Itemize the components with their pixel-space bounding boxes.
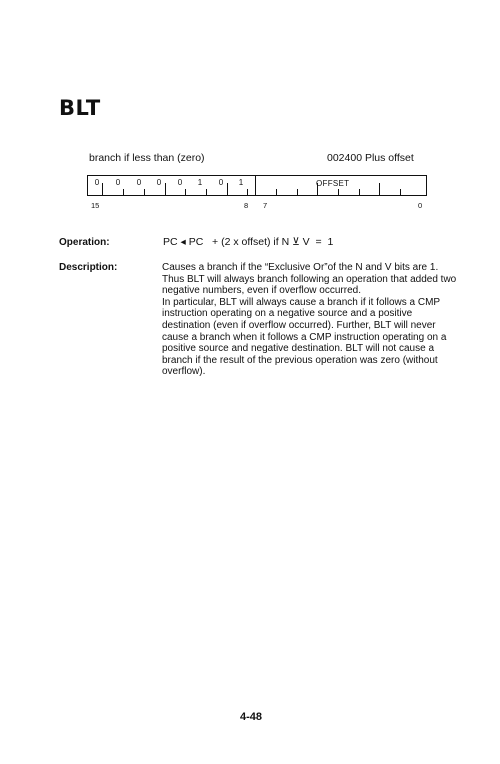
instruction-bit-layout xyxy=(87,175,427,196)
description-body xyxy=(162,262,457,378)
description-paragraph: In particular, BLT will always cause a branch if it follows a CMP instruction operating on a negative source and a positive destination (even if overflow occurred). Further, BLT will never cause a branch when it follows a CMP instruction operating on a positive source and negative destination. BLT will not cause a branch if the result of the previous operation was zero (without overflow). xyxy=(162,296,447,378)
bit-8: 1 xyxy=(238,178,244,187)
description-label: Description: xyxy=(59,262,118,273)
bit-tick xyxy=(276,189,277,195)
bit-13: 0 xyxy=(136,178,142,187)
bit-tick xyxy=(379,183,380,195)
bit-tick xyxy=(206,189,207,195)
description-paragraph: Causes a branch if the “Exclusive Or”of the N and V bits are 1. Thus BLT will always branch following an operation that added two negative numbers, even if overflow occurred. xyxy=(162,262,457,297)
operation-text: PC ◂ PC + (2 x offset) if N ⊻ V = 1 xyxy=(163,236,334,248)
bit-tick xyxy=(185,189,186,195)
bit-tick xyxy=(359,189,360,195)
bit-tick xyxy=(338,189,339,195)
bit-9: 0 xyxy=(218,178,224,187)
bit-12: 0 xyxy=(156,178,162,187)
page-number: 4-48 xyxy=(240,711,263,723)
operation-label: Operation: xyxy=(59,237,110,248)
bit-tick xyxy=(297,189,298,195)
bit-tick xyxy=(227,183,228,195)
bit-15: 0 xyxy=(94,178,100,187)
bit-tick xyxy=(165,183,166,195)
bit-number-0: 0 xyxy=(418,201,423,210)
bit-11: 0 xyxy=(177,178,183,187)
bit-10: 1 xyxy=(197,178,203,187)
bit-tick xyxy=(247,189,248,195)
instruction-description: branch if less than (zero) xyxy=(89,152,205,164)
bit-tick xyxy=(144,189,145,195)
bit-number-15: 15 xyxy=(91,201,100,210)
instruction-mnemonic: BLT xyxy=(59,96,101,120)
bit-tick xyxy=(400,189,401,195)
bit-number-8: 8 xyxy=(244,201,249,210)
bit-tick xyxy=(102,183,103,195)
opcode-text: 002400 Plus offset xyxy=(327,152,414,164)
bit-number-7: 7 xyxy=(263,201,268,210)
field-divider xyxy=(255,175,256,196)
offset-field-label: OFFSET xyxy=(316,179,350,188)
bit-14: 0 xyxy=(115,178,121,187)
bit-tick xyxy=(123,189,124,195)
